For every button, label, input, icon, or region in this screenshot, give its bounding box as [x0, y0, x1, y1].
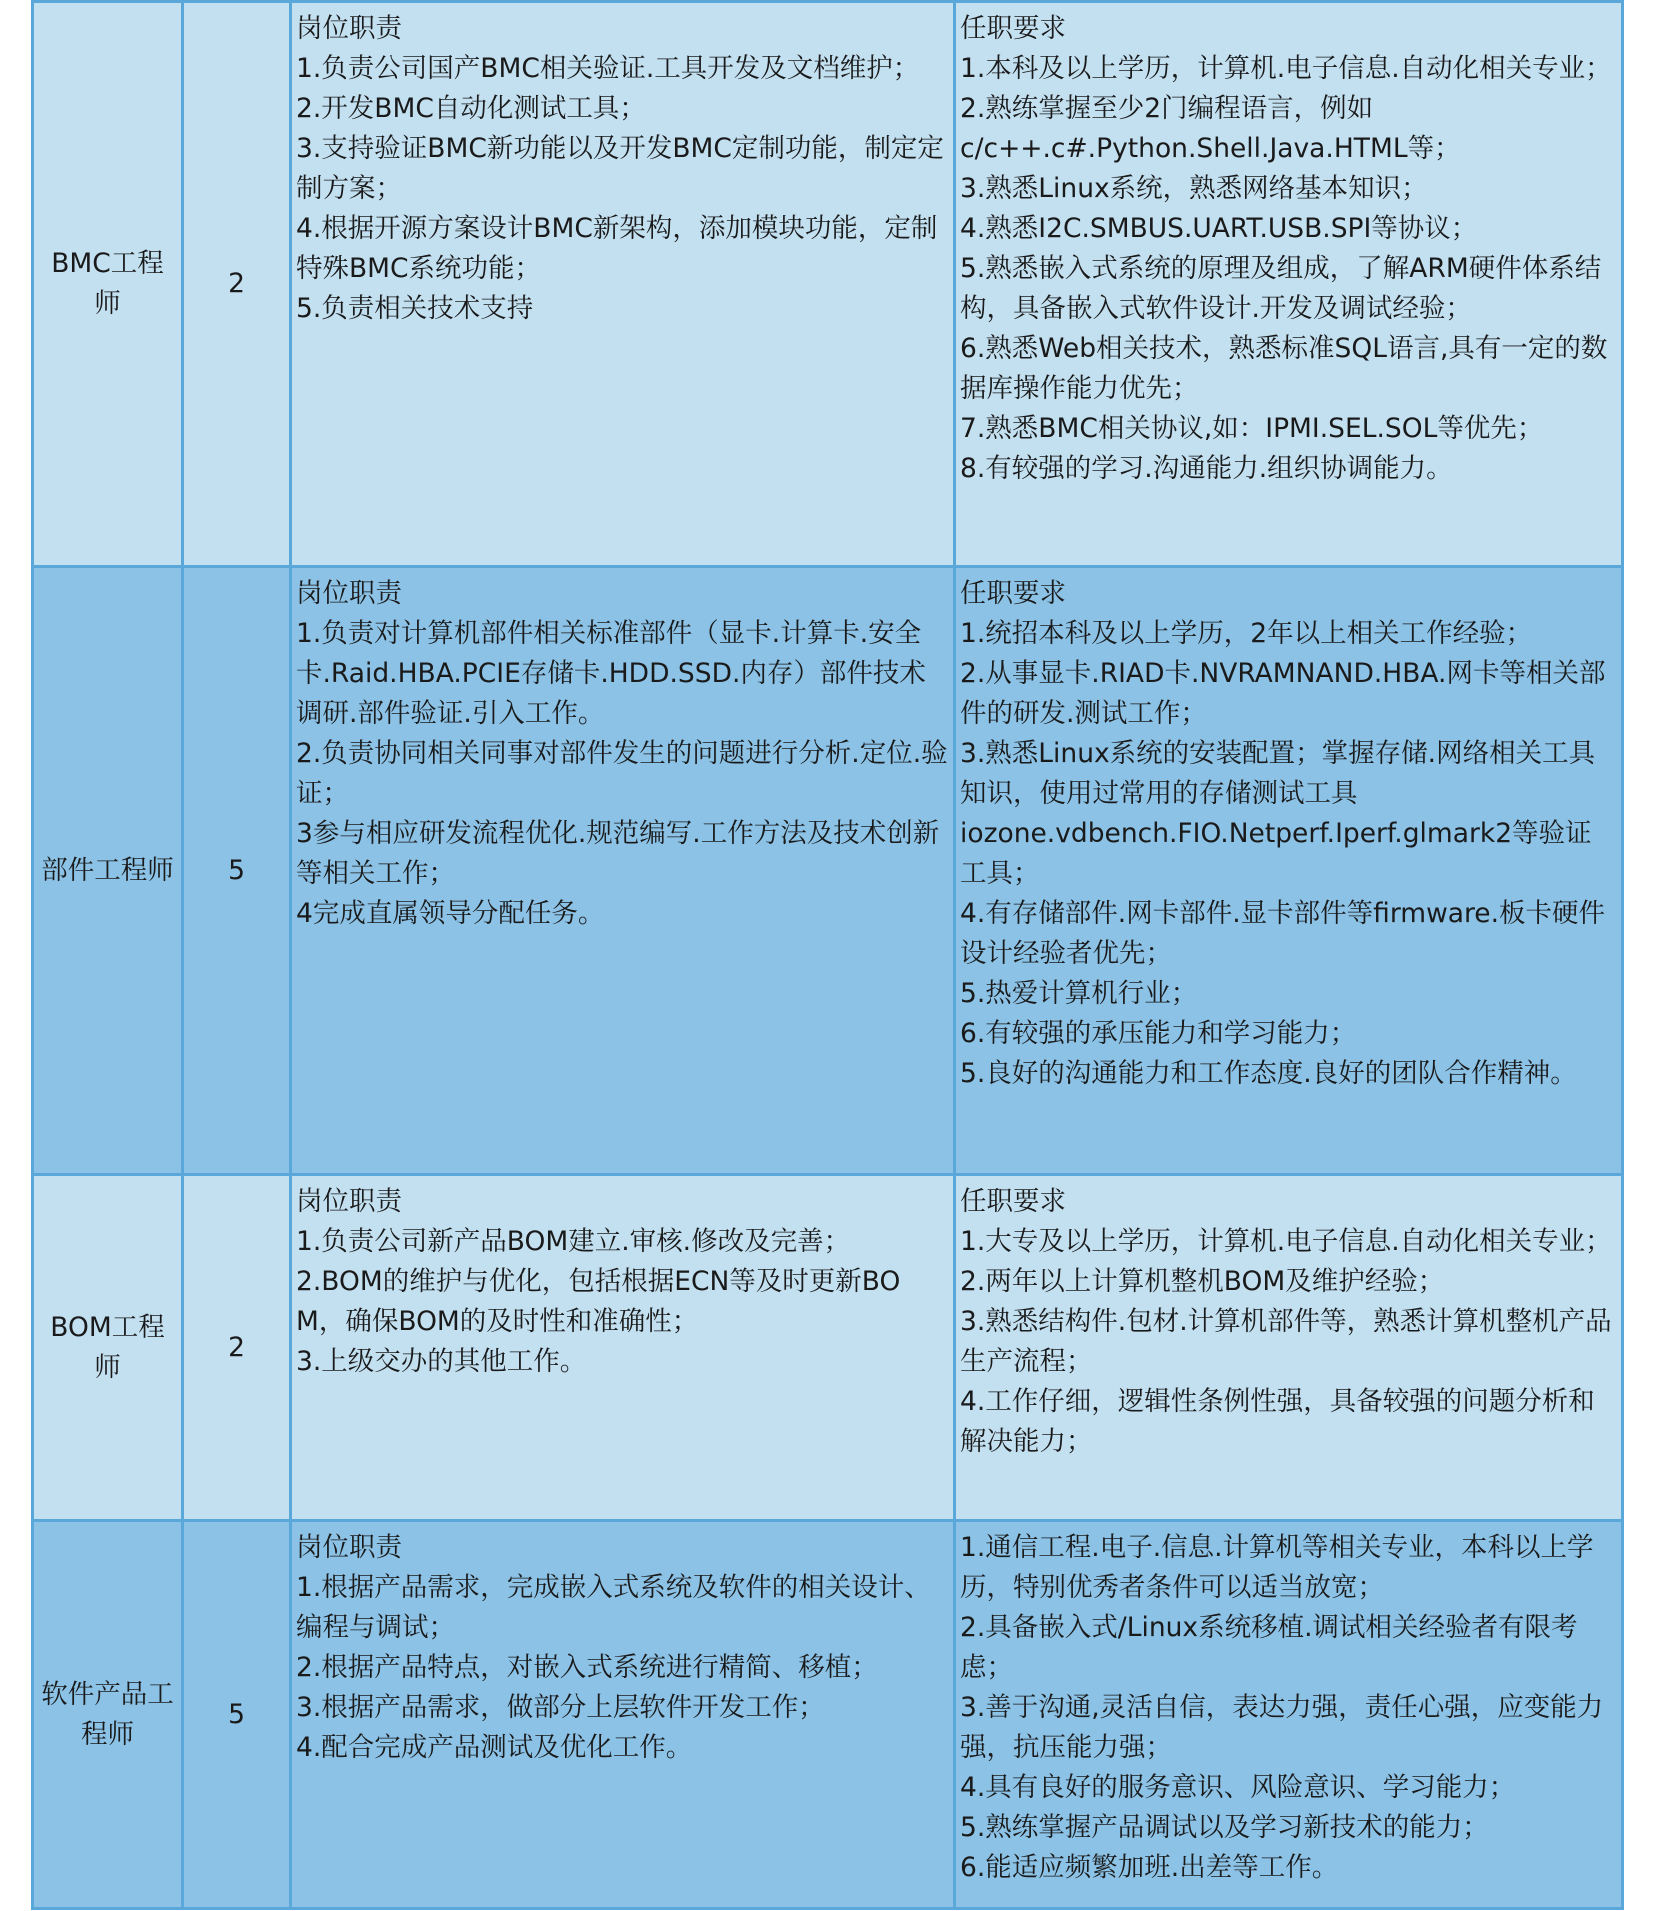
duties-heading: 岗位职责 [296, 13, 402, 44]
requirements-cell [955, 1175, 1623, 1521]
duties-cell [291, 2, 955, 567]
duties-heading: 岗位职责 [296, 578, 402, 609]
table-row [33, 567, 1623, 1175]
duty-item: 3.支持验证BMC新功能以及开发BMC定制功能，制定定制方案； [296, 133, 944, 204]
requirement-item: 3.熟悉Linux系统，熟悉网络基本知识； [960, 173, 1428, 204]
job-title: BMC工程师 [51, 248, 164, 319]
headcount-cell [183, 2, 291, 567]
table-row [33, 2, 1623, 567]
requirement-item: 2.熟练掌握至少2门编程语言，例如 [960, 93, 1374, 124]
requirement-item: 5.良好的沟通能力和工作态度.良好的团队合作精神。 [960, 1058, 1577, 1089]
requirement-item: 6.有较强的承压能力和学习能力； [960, 1018, 1357, 1049]
requirements-heading: 任职要求 [960, 1186, 1066, 1217]
requirement-item: 2.具备嵌入式/Linux系统移植.调试相关经验者有限考虑； [960, 1612, 1578, 1683]
requirements-heading: 任职要求 [960, 578, 1066, 609]
requirement-item: 1.通信工程.电子.信息.计算机等相关专业，本科以上学历，特别优秀者条件可以适当放宽； [960, 1532, 1594, 1603]
duties-heading: 岗位职责 [296, 1186, 402, 1217]
job-title: 部件工程师 [41, 854, 174, 886]
headcount: 2 [228, 1331, 245, 1363]
job-title: BOM工程师 [50, 1311, 165, 1383]
requirement-item: 5.热爱计算机行业； [960, 978, 1198, 1009]
duties-heading: 岗位职责 [296, 1532, 402, 1563]
duty-item: 1.负责公司新产品BOM建立.审核.修改及完善； [296, 1226, 851, 1257]
duty-item: 3.上级交办的其他工作。 [296, 1346, 587, 1377]
requirements-cell [955, 567, 1623, 1175]
headcount: 2 [228, 268, 245, 299]
requirement-item: 4.具有良好的服务意识、风险意识、学习能力； [960, 1772, 1516, 1803]
requirements-heading: 任职要求 [960, 13, 1066, 44]
requirement-item: iozone.vdbench.FIO.Netperf.Iperf.glmark2等验证工具； [960, 818, 1592, 889]
duty-item: 1.负责公司国产BMC相关验证.工具开发及文档维护； [296, 53, 920, 84]
requirement-item: 1.统招本科及以上学历，2年以上相关工作经验； [960, 618, 1533, 649]
headcount: 5 [228, 1698, 245, 1730]
requirement-item: 1.大专及以上学历，计算机.电子信息.自动化相关专业； [960, 1226, 1612, 1257]
duty-item: 4完成直属领导分配任务。 [296, 898, 605, 929]
job-title-cell [33, 2, 183, 567]
job-table [31, 0, 1624, 1910]
duty-item: 3.根据产品需求，做部分上层软件开发工作； [296, 1692, 825, 1723]
requirement-item: 5.熟悉嵌入式系统的原理及组成，了解ARM硬件体系结构，具备嵌入式软件设计.开发及调试经验； [960, 253, 1602, 324]
duty-item: 1.根据产品需求，完成嵌入式系统及软件的相关设计、编程与调试； [296, 1572, 931, 1643]
duty-item: 2.开发BMC自动化测试工具； [296, 93, 646, 124]
duty-item: 2.根据产品特点，对嵌入式系统进行精简、移植； [296, 1652, 878, 1683]
job-title-cell [33, 567, 183, 1175]
requirement-item: c/c++.c#.Python.Shell.Java.HTML等； [960, 133, 1461, 164]
requirement-item: 7.熟悉BMC相关协议,如：IPMI.SEL.SOL等优先； [960, 413, 1544, 444]
requirement-item: 3.善于沟通,灵活自信，表达力强，责任心强，应变能力强，抗压能力强； [960, 1692, 1604, 1763]
requirements-cell [955, 1521, 1623, 1909]
duty-item: 1.负责对计算机部件相关标准部件（显卡.计算卡.安全卡.Raid.HBA.PCIE存储卡.HDD.SSD.内存）部件技术调研.部件验证.引入工作。 [296, 618, 926, 729]
requirement-item: 8.有较强的学习.沟通能力.组织协调能力。 [960, 453, 1453, 484]
job-title-cell [33, 1175, 183, 1521]
duty-item: 5.负责相关技术支持 [296, 293, 534, 324]
requirement-item: 1.本科及以上学历，计算机.电子信息.自动化相关专业； [960, 53, 1612, 84]
job-title: 软件产品工程师 [41, 1678, 174, 1750]
duty-item: 2.负责协同相关同事对部件发生的问题进行分析.定位.验证； [296, 738, 948, 809]
headcount: 5 [228, 854, 245, 886]
requirement-item: 4.工作仔细，逻辑性条例性强，具备较强的问题分析和解决能力； [960, 1386, 1595, 1457]
duty-item: 3参与相应研发流程优化.规范编写.工作方法及技术创新等相关工作； [296, 818, 940, 889]
duty-item: 4.根据开源方案设计BMC新架构，添加模块功能，定制特殊BMC系统功能； [296, 213, 938, 284]
duties-cell [291, 1175, 955, 1521]
job-title-cell [33, 1521, 183, 1909]
duty-item: 2.BOM的维护与优化，包括根据ECN等及时更新BOM，确保BOM的及时性和准确性； [296, 1266, 901, 1337]
headcount-cell [183, 567, 291, 1175]
requirement-item: 3.熟悉结构件.包材.计算机部件等，熟悉计算机整机产品生产流程； [960, 1306, 1612, 1377]
headcount-cell [183, 1521, 291, 1909]
table-row [33, 1521, 1623, 1909]
requirement-item: 4.有存储部件.网卡部件.显卡部件等firmware.板卡硬件设计经验者优先； [960, 898, 1606, 969]
table-row [33, 1175, 1623, 1521]
duties-cell [291, 1521, 955, 1909]
headcount-cell [183, 1175, 291, 1521]
requirement-item: 2.从事显卡.RIAD卡.NVRAMNAND.HBA.网卡等相关部件的研发.测试工作； [960, 658, 1606, 729]
requirement-item: 6.熟悉Web相关技术，熟悉标准SQL语言,具有一定的数据库操作能力优先； [960, 333, 1608, 404]
requirements-cell [955, 2, 1623, 567]
job-table-body [33, 2, 1623, 1909]
requirement-item: 2.两年以上计算机整机BOM及维护经验； [960, 1266, 1445, 1297]
requirement-item: 3.熟悉Linux系统的安装配置；掌握存储.网络相关工具知识，使用过常用的存储测试工具 [960, 738, 1596, 809]
duty-item: 4.配合完成产品测试及优化工作。 [296, 1732, 693, 1763]
requirement-item: 4.熟悉I2C.SMBUS.UART.USB.SPI等协议； [960, 213, 1478, 244]
requirement-item: 5.熟练掌握产品调试以及学习新技术的能力； [960, 1812, 1489, 1843]
requirement-item: 6.能适应频繁加班.出差等工作。 [960, 1852, 1339, 1883]
duties-cell [291, 567, 955, 1175]
